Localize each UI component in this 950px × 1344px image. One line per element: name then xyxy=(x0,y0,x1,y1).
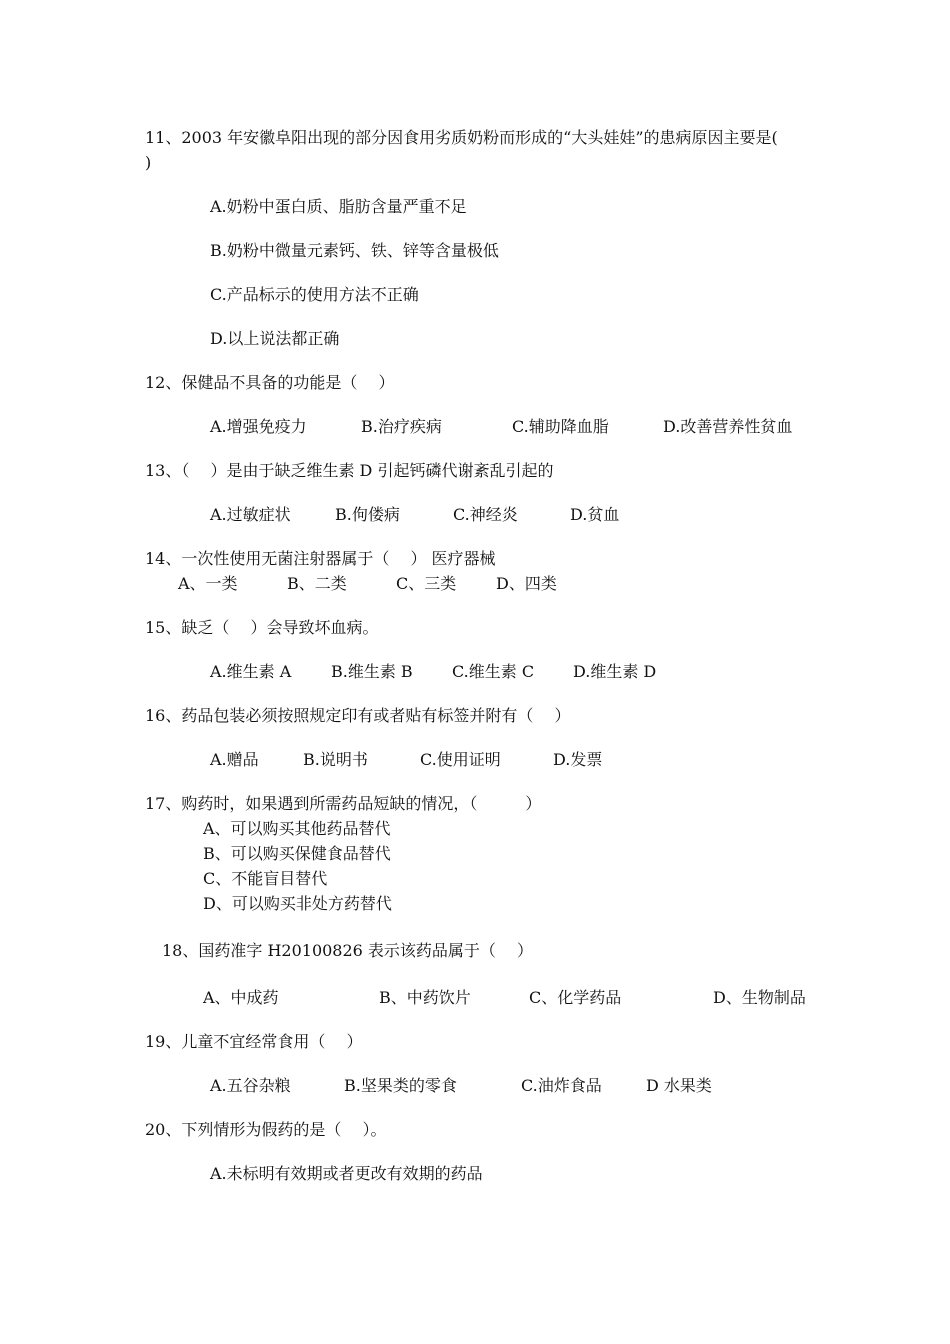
question-19-option-a: A.五谷杂粮 xyxy=(210,1076,291,1095)
question-15-stem: 15、缺乏（ ）会导致坏血病。 xyxy=(145,618,379,637)
question-20-option-a: A.未标明有效期或者更改有效期的药品 xyxy=(210,1164,483,1183)
question-12-option-c: C.辅助降血脂 xyxy=(512,417,609,436)
question-17-option-c: C、不能盲目替代 xyxy=(203,869,328,888)
question-19-option-c: C.油炸食品 xyxy=(521,1076,602,1095)
question-14-option-c: C、三类 xyxy=(396,574,457,593)
question-11-option-c: C.产品标示的使用方法不正确 xyxy=(210,285,419,304)
question-18-stem: 18、国药准字 H20100826 表示该药品属于（ ） xyxy=(162,941,534,960)
question-11-option-a: A.奶粉中蛋白质、脂肪含量严重不足 xyxy=(210,197,467,216)
question-14-stem: 14、一次性使用无菌注射器属于（ ） 医疗器械 xyxy=(145,549,496,568)
question-16-option-b: B.说明书 xyxy=(303,750,368,769)
question-15-option-c: C.维生素 C xyxy=(452,662,535,681)
question-18-option-a: A、中成药 xyxy=(203,988,279,1007)
question-14-option-d: D、四类 xyxy=(496,574,557,593)
question-17-option-a: A、可以购买其他药品替代 xyxy=(203,819,391,838)
question-16-option-c: C.使用证明 xyxy=(420,750,501,769)
question-17-option-b: B、可以购买保健食品替代 xyxy=(203,844,391,863)
question-18-option-d: D、生物制品 xyxy=(713,988,806,1007)
question-15-option-a: A.维生素 A xyxy=(210,662,292,681)
question-12-option-b: B.治疗疾病 xyxy=(361,417,442,436)
question-13-option-b: B.佝偻病 xyxy=(335,505,400,524)
question-17-stem: 17、购药时，如果遇到所需药品短缺的情况，（ ） xyxy=(145,794,542,813)
question-13-option-c: C.神经炎 xyxy=(453,505,518,524)
question-13-option-d: D.贫血 xyxy=(570,505,620,524)
question-16-option-a: A.赠品 xyxy=(210,750,259,769)
question-16-option-d: D.发票 xyxy=(553,750,603,769)
question-13-option-a: A.过敏症状 xyxy=(210,505,291,524)
question-19-stem: 19、儿童不宜经常食用（ ） xyxy=(145,1032,363,1051)
question-19-option-d: D 水果类 xyxy=(646,1076,712,1095)
question-11-option-b: B.奶粉中微量元素钙、铁、锌等含量极低 xyxy=(210,241,499,260)
question-15-option-d: D.维生素 D xyxy=(573,662,657,681)
question-20-stem: 20、下列情形为假药的是（ ）。 xyxy=(145,1120,387,1139)
question-15-option-b: B.维生素 B xyxy=(331,662,413,681)
question-14-option-a: A、一类 xyxy=(178,574,238,593)
question-12-option-a: A.增强免疫力 xyxy=(210,417,307,436)
question-19-option-b: B.坚果类的零食 xyxy=(344,1076,457,1095)
question-11-option-d: D.以上说法都正确 xyxy=(210,329,340,348)
question-18-option-c: C、化学药品 xyxy=(529,988,622,1007)
question-11-stem: 11、2003 年安徽阜阳出现的部分因食用劣质奶粉而形成的“大头娃娃”的患病原因主要是( xyxy=(145,128,778,147)
question-12-stem: 12、保健品不具备的功能是（ ） xyxy=(145,373,395,392)
question-11-stem-cont: ) xyxy=(145,153,152,172)
question-13-stem: 13、（ ）是由于缺乏维生素 D 引起钙磷代谢紊乱引起的 xyxy=(145,461,554,480)
question-12-option-d: D.改善营养性贫血 xyxy=(663,417,793,436)
question-16-stem: 16、药品包装必须按照规定印有或者贴有标签并附有（ ） xyxy=(145,706,571,725)
question-18-option-b: B、中药饮片 xyxy=(379,988,471,1007)
question-17-option-d: D、可以购买非处方药替代 xyxy=(203,894,392,913)
question-14-option-b: B、二类 xyxy=(287,574,347,593)
